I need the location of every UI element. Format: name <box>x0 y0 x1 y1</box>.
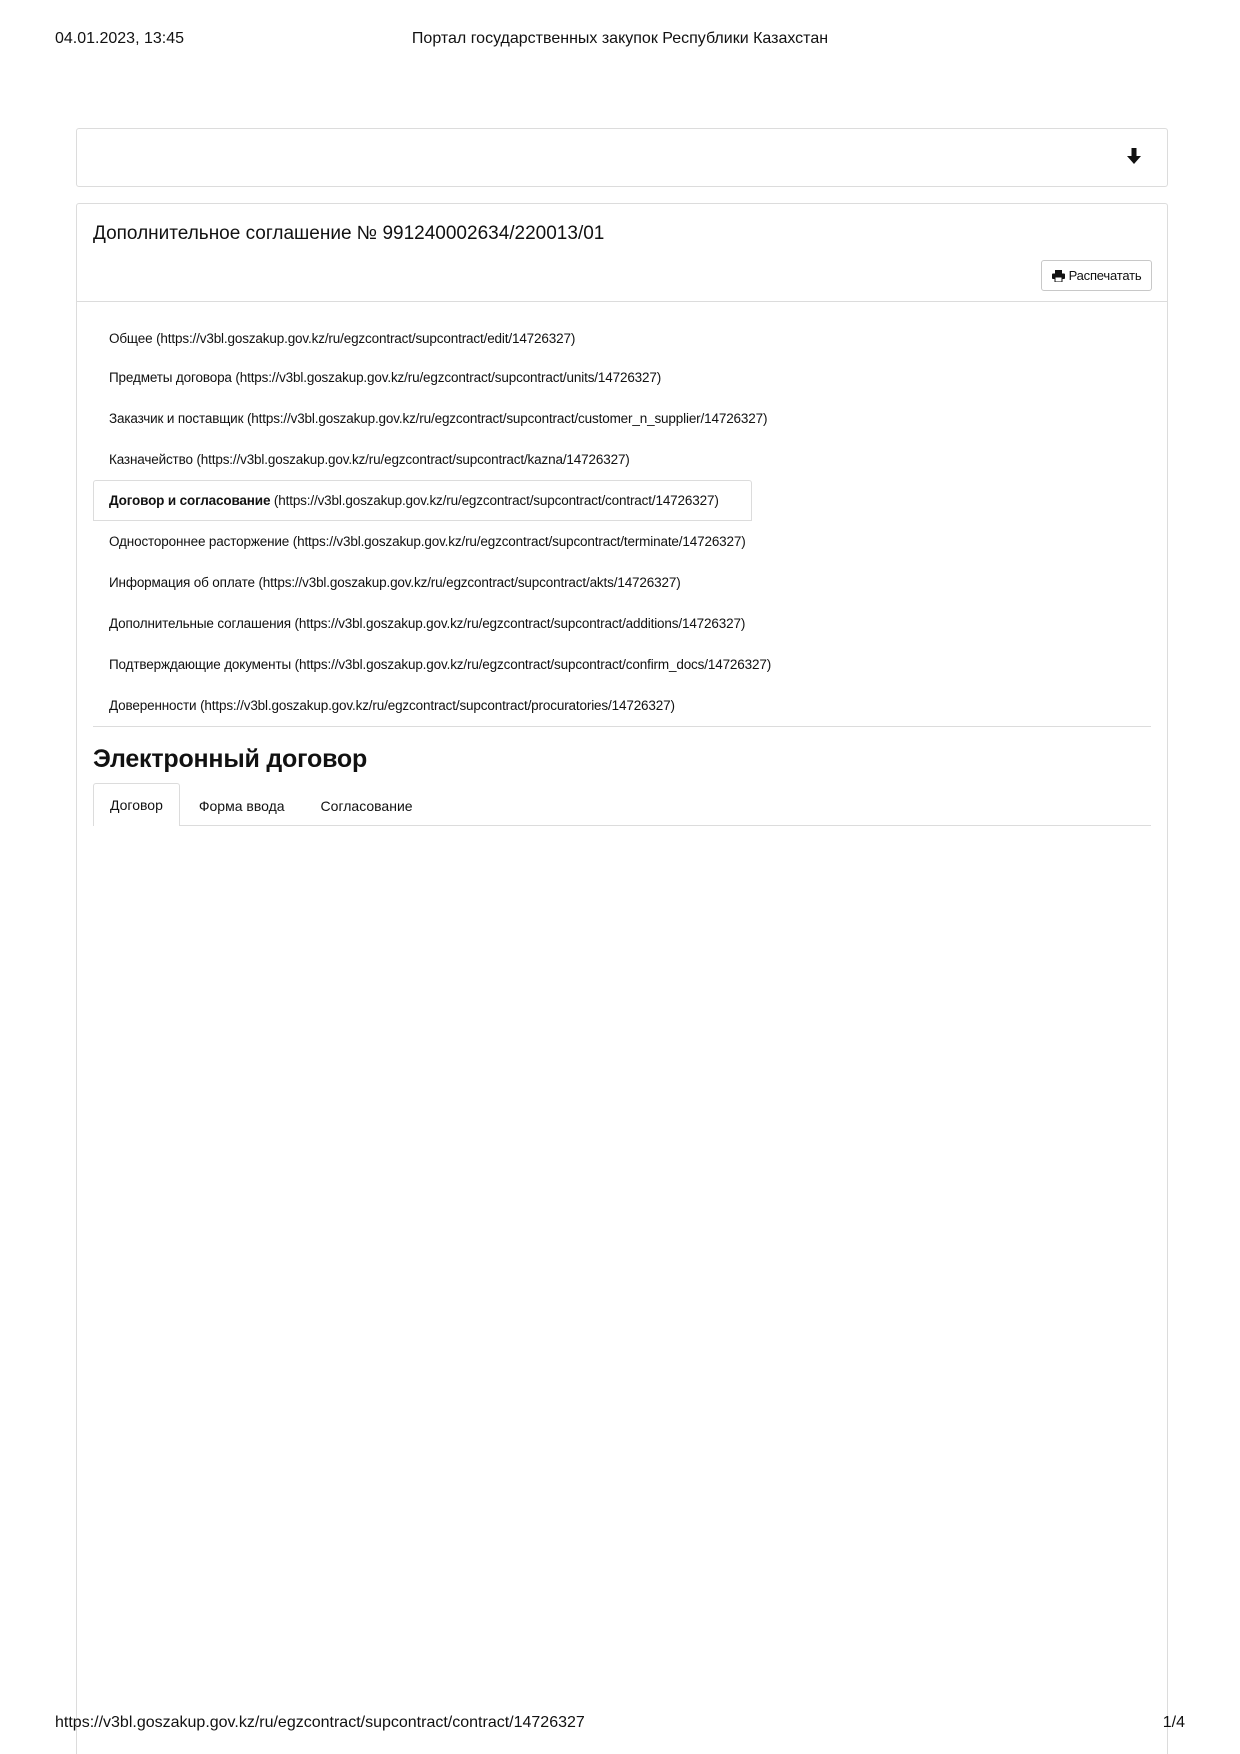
nav-item-additional-agreements[interactable] <box>93 603 1151 644</box>
printer-icon <box>1052 270 1065 282</box>
nav-item-link[interactable]: (https://v3bl.goszakup.gov.kz/ru/egzcontract/supcontract/akts/14726327) <box>258 575 681 590</box>
page-title: Дополнительное соглашение № 991240002634/220013/01 <box>93 223 605 244</box>
nav-item-customer-supplier[interactable] <box>93 398 1151 439</box>
nav-item-label: Информация об оплате <box>109 575 255 590</box>
nav-item-label: Общее <box>109 330 153 346</box>
nav-item-unilateral-termination[interactable] <box>93 521 1151 562</box>
print-header <box>55 30 1185 52</box>
nav-item-payment-info[interactable] <box>93 562 1151 603</box>
nav-item-contract-subjects[interactable] <box>93 357 1151 398</box>
nav-item-link[interactable]: (https://v3bl.goszakup.gov.kz/ru/egzcontract/supcontract/contract/14726327) <box>273 493 719 508</box>
footer-url: https://v3bl.goszakup.gov.kz/ru/egzcontract/supcontract/contract/14726327 <box>55 1714 585 1731</box>
nav-item-label: Дополнительные соглашения <box>109 616 291 631</box>
nav-item-contract-approval[interactable] <box>93 480 752 521</box>
panel-body <box>93 303 1151 826</box>
print-button-label: Распечатать <box>1068 268 1142 283</box>
panel-heading <box>77 204 1167 302</box>
nav-item-link[interactable]: (https://v3bl.goszakup.gov.kz/ru/egzcontract/supcontract/confirm_docs/14726327) <box>294 657 772 672</box>
nav-item-label: Доверенности <box>109 698 197 713</box>
tab-approval[interactable]: Согласование <box>320 797 413 814</box>
contract-nav <box>93 319 1151 727</box>
page-number: 1/4 <box>1162 1714 1185 1731</box>
arrow-down-icon[interactable] <box>1127 147 1141 167</box>
nav-item-link[interactable]: (https://v3bl.goszakup.gov.kz/ru/egzcontract/supcontract/units/14726327) <box>235 370 662 385</box>
nav-item-label: Договор и согласование <box>109 493 271 508</box>
tab-input-form[interactable]: Форма ввода <box>198 797 285 814</box>
contract-panel <box>76 203 1168 1754</box>
nav-item-label: Заказчик и поставщик <box>109 411 244 426</box>
print-datetime: 04.01.2023, 13:45 <box>55 30 185 47</box>
section-title: Электронный договор <box>93 745 368 773</box>
nav-item-link[interactable]: (https://v3bl.goszakup.gov.kz/ru/egzcontract/supcontract/customer_n_supplier/14726327) <box>246 411 768 426</box>
nav-item-link[interactable]: (https://v3bl.goszakup.gov.kz/ru/egzcontract/supcontract/terminate/14726327) <box>292 534 746 549</box>
print-button[interactable] <box>1041 260 1152 291</box>
download-panel <box>76 128 1168 187</box>
nav-item-link[interactable]: (https://v3bl.goszakup.gov.kz/ru/egzcontract/supcontract/kazna/14726327) <box>196 452 630 467</box>
nav-item-treasury[interactable] <box>93 439 1151 480</box>
print-page-title: Портал государственных закупок Республики Казахстан <box>411 30 829 47</box>
nav-item-label: Предметы договора <box>109 370 232 385</box>
nav-item-powers-of-attorney[interactable] <box>93 685 1151 726</box>
nav-item-general[interactable] <box>93 319 1151 357</box>
nav-item-link[interactable]: (https://v3bl.goszakup.gov.kz/ru/egzcontract/supcontract/edit/14726327) <box>156 330 576 346</box>
nav-item-supporting-documents[interactable] <box>93 644 1151 685</box>
nav-item-link[interactable]: (https://v3bl.goszakup.gov.kz/ru/egzcontract/supcontract/additions/14726327) <box>294 616 746 631</box>
nav-item-label: Подтверждающие документы <box>109 657 292 672</box>
nav-item-label: Казначейство <box>109 452 193 467</box>
tab-contract[interactable]: Договор <box>93 783 180 826</box>
print-footer <box>55 1714 1185 1736</box>
contract-tabs <box>93 784 1151 826</box>
nav-item-link[interactable]: (https://v3bl.goszakup.gov.kz/ru/egzcontract/supcontract/procuratories/14726327) <box>200 698 675 713</box>
nav-item-label: Одностороннее расторжение <box>109 534 290 549</box>
